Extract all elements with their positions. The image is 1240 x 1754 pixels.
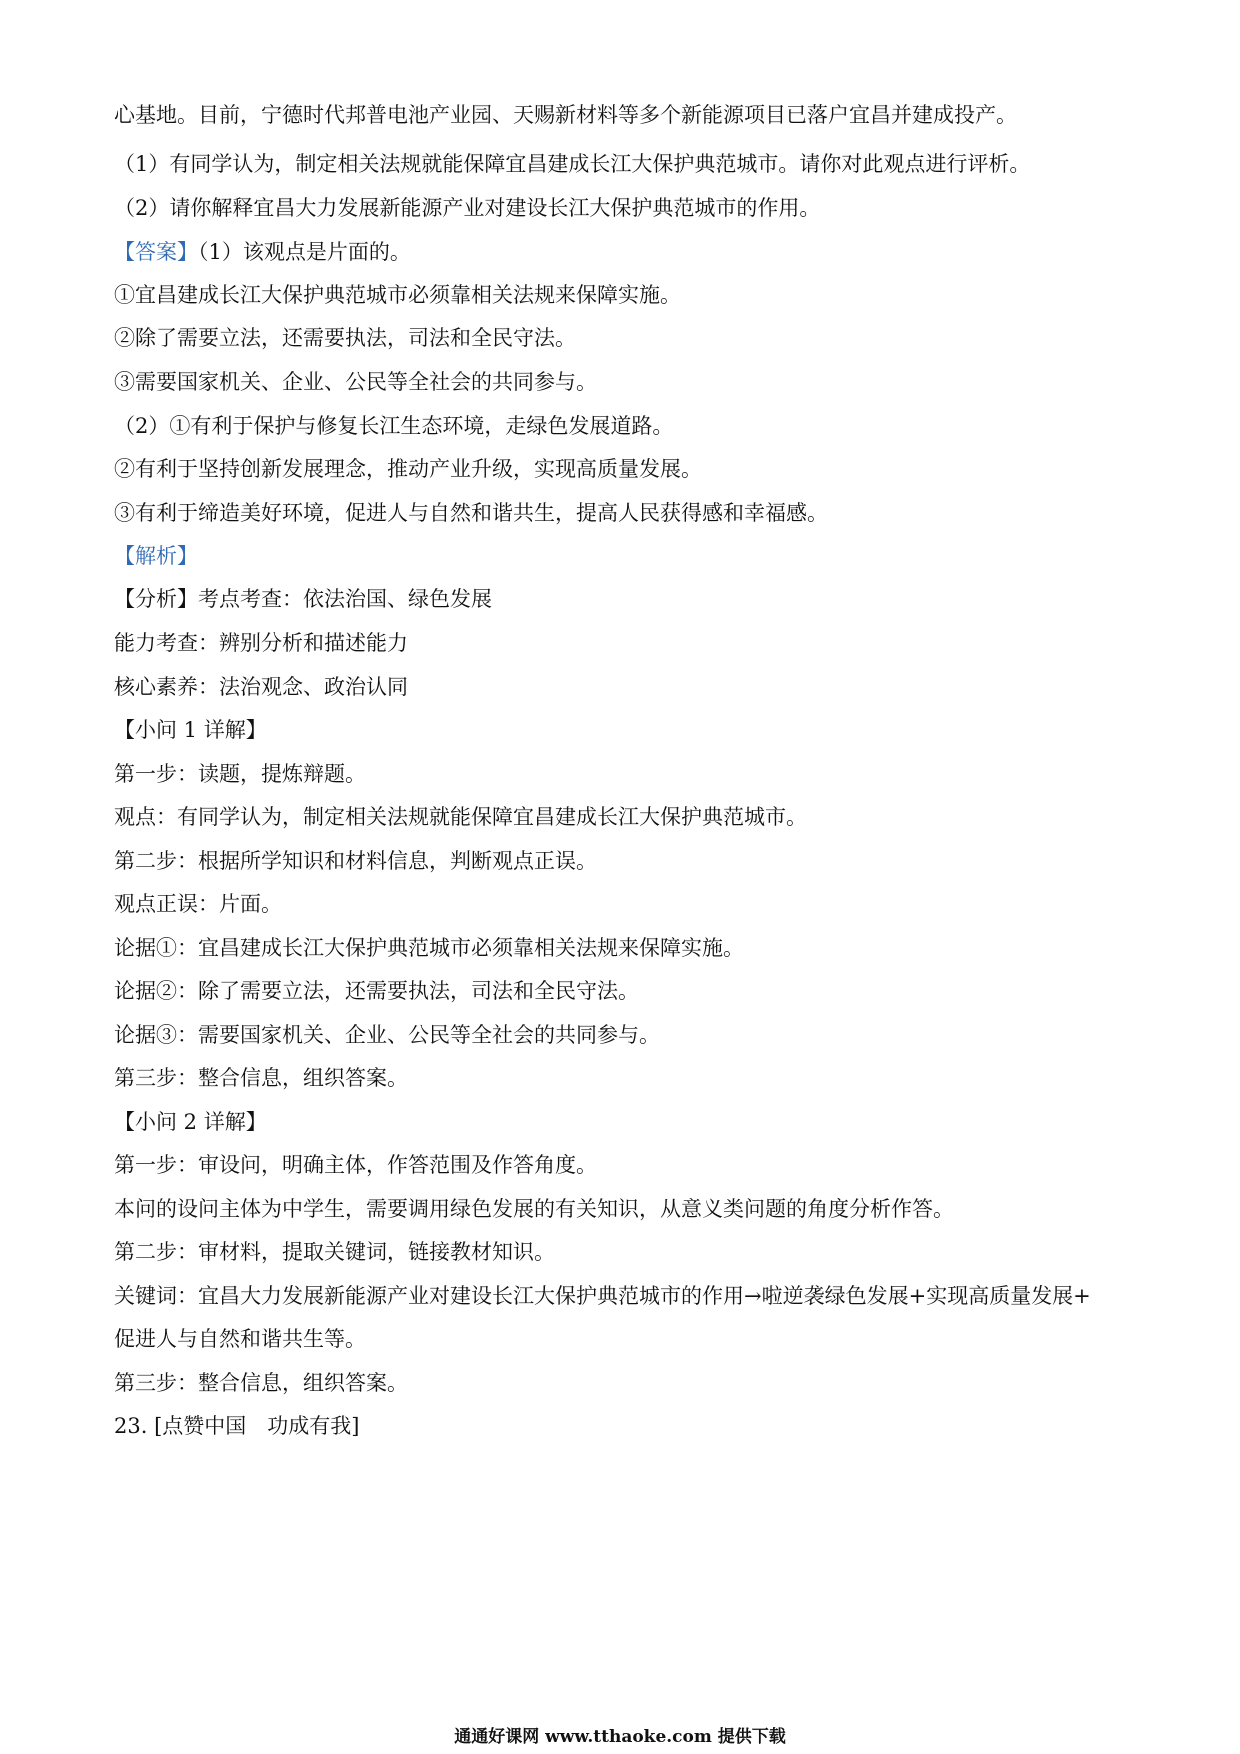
analysis-text-line: 第三步：整合信息，组织答案。 (114, 1371, 408, 1395)
analysis-text-line: 【分析】考点考查：依法治国、绿色发展 (114, 587, 492, 611)
answer-text: （1）该观点是片面的。 (198, 240, 411, 264)
answer-point: ③有利于缔造美好环境，促进人与自然和谐共生，提高人民获得感和幸福感。 (114, 501, 828, 525)
analysis-line (114, 541, 198, 571)
page-footer: 通通好课网 www.tthaoke.com 提供下载 (454, 1727, 786, 1747)
material-text-line: 心基地。目前，宁德时代邦普电池产业园、天赐新材料等多个新能源项目已落户宜昌并建成投产。 (114, 103, 1017, 127)
answer-line (114, 237, 411, 267)
analysis-text-line: 论据③：需要国家机关、企业、公民等全社会的共同参与。 (114, 1023, 660, 1047)
analysis-text-line: 第三步：整合信息，组织答案。 (114, 1066, 408, 1090)
subquestion-heading: 【小问 1 详解】 (114, 718, 267, 742)
answer-point: ①宜昌建成长江大保护典范城市必须靠相关法规来保障实施。 (114, 283, 681, 307)
answer-point: ③需要国家机关、企业、公民等全社会的共同参与。 (114, 370, 597, 394)
analysis-text-line: 论据②：除了需要立法，还需要执法，司法和全民守法。 (114, 979, 639, 1003)
analysis-text-line: 论据①：宜昌建成长江大保护典范城市必须靠相关法规来保障实施。 (114, 936, 744, 960)
analysis-text-line: 观点正误：片面。 (114, 892, 282, 916)
analysis-text-line: 观点：有同学认为，制定相关法规就能保障宜昌建成长江大保护典范城市。 (114, 805, 807, 829)
analysis-text-line: 第二步：根据所学知识和材料信息，判断观点正误。 (114, 849, 597, 873)
answer-point: ②除了需要立法，还需要执法，司法和全民守法。 (114, 326, 576, 350)
analysis-text-line: 核心素养：法治观念、政治认同 (114, 675, 408, 699)
analysis-text-line: 第一步：审设问，明确主体，作答范围及作答角度。 (114, 1153, 597, 1177)
answer-point: ②有利于坚持创新发展理念，推动产业升级，实现高质量发展。 (114, 457, 702, 481)
answer-point: （2）①有利于保护与修复长江生态环境，走绿色发展道路。 (114, 414, 674, 438)
analysis-text-line: 第一步：读题，提炼辩题。 (114, 762, 366, 786)
analysis-text-line: 能力考查：辨别分析和描述能力 (114, 631, 408, 655)
subquestion-heading: 【小问 2 详解】 (114, 1110, 267, 1134)
analysis-text-line: 第二步：审材料，提取关键词，链接教材知识。 (114, 1240, 555, 1264)
analysis-text-line: 关键词：宜昌大力发展新能源产业对建设长江大保护典范城市的作用→啦逆袭绿色发展+实现高质量发展+ (114, 1284, 1091, 1308)
question-2: （2）请你解释宜昌大力发展新能源产业对建设长江大保护典范城市的作用。 (114, 196, 821, 220)
question-1: （1）有同学认为，制定相关法规就能保障宜昌建成长江大保护典范城市。请你对此观点进行评析。 (114, 152, 1031, 176)
analysis-text-line: 促进人与自然和谐共生等。 (114, 1327, 366, 1351)
analysis-tag: 【解析】 (114, 544, 198, 568)
analysis-text-line: 本问的设问主体为中学生，需要调用绿色发展的有关知识，从意义类问题的角度分析作答。 (114, 1197, 954, 1221)
next-question-heading: 23. [点赞中国 功成有我] (114, 1414, 360, 1438)
answer-tag: 【答案】 (114, 240, 198, 264)
